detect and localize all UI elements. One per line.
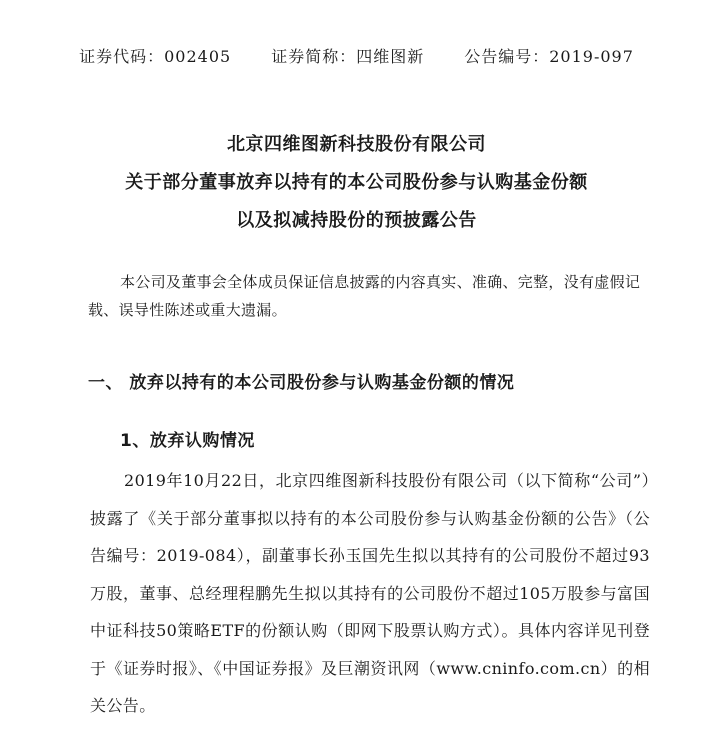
section-1-heading: 一、 放弃以持有的本公司股份参与认购基金份额的情况 [88, 373, 515, 393]
announcement-title-line-2: 关于部分董事放弃以持有的本公司股份参与认购基金份额 [125, 172, 588, 193]
document-title-block [0, 126, 713, 240]
announcement-header [0, 44, 713, 67]
subsection-1-body: 2019年10月22日，北京四维图新科技股份有限公司（以下简称“公司”）披露了《关于部分董事拟以持有的本公司股份参与认购基金份额的公告》（公告编号：2019-084），副董事长孙玉国先生拟以其持有的公司股份不超过93万股，董事、总经理程鹏先生拟以其持有的公司股份不超过105万股参与富国中证科技50策略ETF的份额认购（即网下股票认购方式）。具体内容详见刊登于《证券时报》、《中国证券报》及巨潮资讯网（www.cninfo.com.cn）的相关公告。 [90, 471, 650, 715]
announcement-title-line-3: 以及拟减持股份的预披露公告 [236, 210, 477, 231]
stock-code: 证券代码：002405 [79, 47, 232, 66]
stock-name: 证券简称：四维图新 [271, 47, 425, 66]
board-guarantee-statement: 本公司及董事会全体成员保证信息披露的内容真实、准确、完整，没有虚假记载、误导性陈述或重大遗漏。 [88, 273, 641, 319]
subsection-1-heading: 1、放弃认购情况 [120, 431, 255, 451]
announcement-number: 公告编号：2019-097 [464, 47, 634, 66]
company-name-title: 北京四维图新科技股份有限公司 [227, 134, 486, 155]
